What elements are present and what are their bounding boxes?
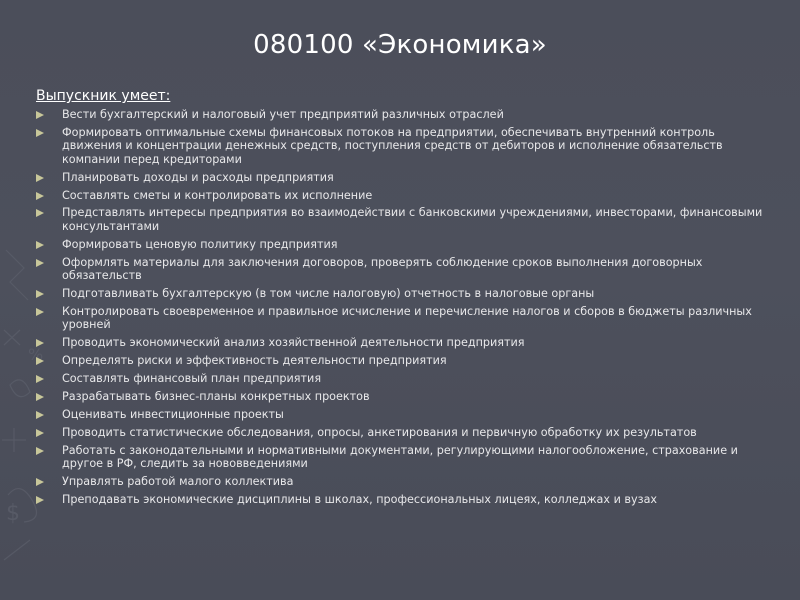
list-item [36,408,771,421]
list-item-text: Оценивать инвестиционные проекты [62,407,284,421]
svg-text:%: % [28,345,44,364]
list-item [36,426,771,439]
list-item-text: Контролировать своевременное и правильное исчисление и перечисление налогов и сборов в бюджеты различных уровней [62,304,752,332]
list-item [36,238,771,251]
triangle-bullet-icon [36,393,44,401]
graduate-skills-heading: Выпускник умеет: [36,88,171,104]
list-item-text: Представлять интересы предприятия во взаимодействии с банковскими учреждениями, инвесторами, финансовыми консультантами [62,206,763,233]
triangle-bullet-icon [36,209,44,217]
list-item-text: Управлять работой малого коллектива [62,474,294,488]
triangle-bullet-icon [36,357,44,365]
list-item-text: Формировать ценовую политику предприятия [62,237,338,251]
list-item [36,305,771,332]
triangle-bullet-icon [36,478,44,486]
triangle-bullet-icon [36,259,44,267]
list-item-text: Работать с законодательными и нормативными документами, регулирующими налогообложение, страхование и другое в РФ, следить за нововведениями [62,443,738,471]
list-item-text: Определять риски и эффективность деятельности предприятия [62,354,447,368]
list-item-text: Проводить статистические обследования, опросы, анкетирования и первичную обработку их результатов [62,425,697,439]
triangle-bullet-icon [36,496,44,504]
triangle-bullet-icon [36,308,44,316]
list-item [36,475,771,488]
list-item-text: Преподавать экономические дисциплины в школах, профессиональных лицеях, колледжах и вузах [62,492,658,506]
triangle-bullet-icon [36,411,44,419]
list-item [36,206,771,233]
list-item-text: Оформлять материалы для заключения договоров, проверять соблюдение сроков выполнения договорных обязательств [62,255,703,283]
triangle-bullet-icon [36,174,44,182]
list-item-text: Вести бухгалтерский и налоговый учет предприятий различных отраслей [62,108,504,121]
triangle-bullet-icon [36,111,44,119]
triangle-bullet-icon [36,429,44,437]
list-item-text: Составлять финансовый план предприятия [62,372,322,385]
list-item [36,493,771,506]
slide-content [36,87,771,511]
list-item [36,171,771,184]
list-item [36,354,771,367]
list-item-text: Подготавливать бухгалтерскую (в том числе налоговую) отчетность в налоговые органы [62,286,595,300]
list-item [36,189,771,202]
slide-title: 080100 «Экономика» [253,30,547,60]
list-item [36,372,771,385]
list-item [36,287,771,300]
triangle-bullet-icon [36,129,44,137]
list-item-text: Проводить экономический анализ хозяйственной деятельности предприятия [62,336,525,350]
triangle-bullet-icon [36,339,44,347]
list-item [36,336,771,349]
triangle-bullet-icon [36,447,44,455]
list-item [36,256,771,283]
list-item-text: Планировать доходы и расходы предприятия [62,170,334,184]
list-item [36,108,771,121]
list-item-text: Разрабатывать бизнес-планы конкретных проектов [62,389,370,403]
list-item [36,444,771,471]
triangle-bullet-icon [36,375,44,383]
triangle-bullet-icon [36,192,44,200]
list-item-text: Составлять сметы и контролировать их исполнение [62,188,373,202]
list-item [36,390,771,403]
skills-list [36,108,771,506]
list-item-text: Формировать оптимальные схемы финансовых потоков на предприятии, обеспечивать внутренний контроль движения и концентрации денежных средств, поступления средств от дебиторов и исполнение обязательств компании перед кредиторами [62,125,723,166]
triangle-bullet-icon [36,241,44,249]
triangle-bullet-icon [36,290,44,298]
svg-text:$: $ [6,501,20,526]
list-item [36,126,771,166]
